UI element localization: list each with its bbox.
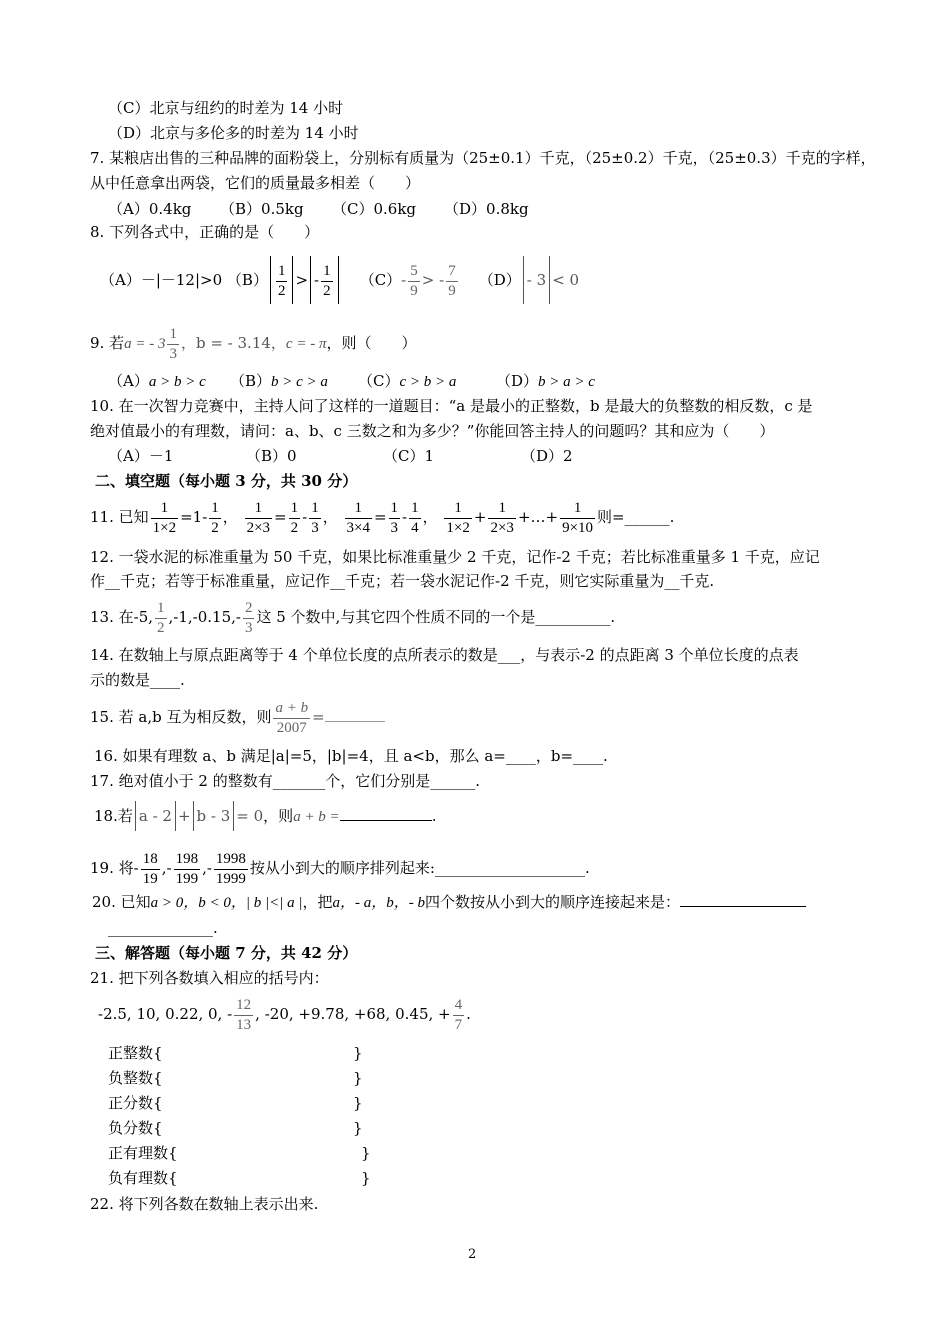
q6-option-d: （D）北京与多伦多的时差为 14 小时 [108,124,359,142]
q21-category-positive-fraction: 正分数{ } [108,1094,363,1112]
q7-option-b: （B）0.5kg [220,200,304,218]
q8-c-frac-right: $\frac{7}{9}$ [448,262,456,299]
q17-stem: 17. 绝对值小于 2 的整数有_______个，它们分别是______. [90,772,480,790]
q10-option-d: （D）2 [521,447,573,465]
q13-stem: 13. 在-5, $\frac{1}{2}$ ,-1,-0.15,- $\frac{2}{3}$ 这 5 个数中,与其它四个性质不同的一个是__________. [90,599,616,636]
q12-stem-line1: 12. 一袋水泥的标准重量为 50 千克，如果比标准重量少 2 千克，记作-2 千克；若比标准重量多 1 千克，应记 [90,548,820,566]
q9-stem: 9. 若a = - 3 $\frac{1}{3}$ ，b = - 3.14，c = - π，则（ ） [90,325,417,362]
q10-stem-line2: 绝对值最小的有理数，请问：a、b、c 三数之和为多少？”你能回答主持人的问题吗？其和应为（ ） [90,422,775,440]
q14-stem-line2: 示的数是____. [90,671,185,689]
q20-answer-blank[interactable] [680,892,806,907]
q7-option-d: （D）0.8kg [444,200,529,218]
q8-options: （A）－|－12|>0 （B） $\frac{1}{2}$ > - $\frac{1}{2}$ （C）- $\frac{5}{9}$ > - $\frac{7}{9}$ （D） - 3 < 0 [100,256,579,304]
q8-option-d-label: （D） [478,271,521,289]
q21-category-negative-rational: 负有理数{ } [108,1169,371,1187]
q21-category-negative-fraction: 负分数{ } [108,1119,363,1137]
section-2-heading: 二、填空题（每小题 3 分，共 30 分） [95,472,358,490]
q8-b-abs-left: $\frac{1}{2}$ [270,256,294,304]
q8-option-c-label: （C） [359,271,402,289]
q12-stem-line2: 作__千克；若等于标准重量，应记作__千克；若一袋水泥记作-2 千克，则它实际重量为__千克. [90,572,715,590]
q9-option-b: （B）b > c > a [230,372,328,390]
q8-d-abs: - 3 [523,256,550,304]
q7-options [108,199,529,219]
q9-option-a: （A）a > b > c [108,372,206,390]
q20-stem-line1: 20. 已知a > 0，b < 0，| b |<| a |，把a，- a，b，- b四个数按从小到大的顺序连接起来是： [92,892,806,913]
q7-option-c: （C）0.6kg [332,200,417,218]
q15-answer-blank[interactable] [325,707,385,722]
q7-option-a: （A）0.4kg [108,200,192,218]
q10-option-a: （A）－1 [108,447,174,465]
q20-stem-line2: ______________. [108,919,218,937]
q18-answer-blank[interactable] [340,806,432,821]
q21-category-positive-rational: 正有理数{ } [108,1144,371,1162]
q8-b-abs-right: - $\frac{1}{2}$ [310,256,339,304]
q14-stem-line1: 14. 在数轴上与原点距离等于 4 个单位长度的点所表示的数是___，与表示-2 的点距离 3 个单位长度的点表 [90,646,799,664]
q21-stem: 21. 把下列各数填入相应的括号内： [90,969,329,987]
q22-stem: 22. 将下列各数在数轴上表示出来. [90,1195,319,1213]
q6-option-c: （C）北京与纽约的时差为 14 小时 [108,99,344,117]
q10-stem-line1: 10. 在一次智力竞赛中，主持人问了这样的一道题目：“a 是最小的正整数，b 是最大的负整数的相反数，c 是 [90,397,813,415]
q21-number-list: -2.5, 10, 0.22, 0, - $\frac{12}{13}$ , -20, +9.78, +68, 0.45, + $\frac{4}{7}$ . [98,996,471,1033]
q7-stem-line2: 从中任意拿出两袋，它们的质量最多相差（ ） [90,174,421,192]
q10-option-b: （B）0 [246,447,297,465]
q9-option-d: （D）b > a > c [496,372,595,390]
q9-option-c: （C）c > b > a [358,372,457,390]
q21-category-negative-integer: 负整数{ } [108,1069,363,1087]
q10-option-c: （C）1 [383,447,435,465]
q8-option-b-label: （B） [226,271,268,289]
q7-stem-line1: 7. 某粮店出售的三种品牌的面粉袋上，分别标有质量为（25±0.1）千克，（25±0.2）千克，（25±0.3）千克的字样， [90,149,876,167]
q10-options [108,446,573,466]
q9-options [108,371,595,392]
page-number: 2 [468,1247,477,1262]
q19-stem: 19. 将- $\frac{18}{19}$ ,- $\frac{198}{199}$ ,- $\frac{1998}{1999}$ 按从小到大的顺序排列起来:____________________. [90,850,590,887]
q11-stem: 11. 已知 $\frac{1}{1\times 2}$ =1- $\frac{1}{2}$ ， $\frac{1}{2\times 3}$ = $\frac{1}{2}$ - $\frac{1}{3}$ ， $\frac{1}{3\times 4}$ = $\frac{1}{3}$ - $\frac{1}{4}$ ， $\frac{1}{1\times 2}$ + $\frac{1}{2\times 3}$ +…+ $\frac{1}{9\times 10}$ 则=______. [90,499,675,536]
q8-stem: 8. 下列各式中，正确的是（ ） [90,223,320,241]
section-3-heading: 三、解答题（每小题 7 分，共 42 分） [95,944,358,962]
q18-stem: 18.若 a - 2 + b - 3 = 0，则a + b = . [94,801,436,832]
q15-stem: 15. 若 a,b 互为相反数，则 $\frac{a + b}{2007}$ = [90,694,385,740]
q8-option-a: （A）－|－12|>0 [100,271,223,289]
q8-c-frac-left: $\frac{5}{9}$ [410,262,418,299]
q21-category-positive-integer: 正整数{ } [108,1044,363,1062]
q16-stem: 16. 如果有理数 a、b 满足|a|=5，|b|=4，且 a<b，那么 a=____，b=____. [94,747,608,765]
q9-mixed-fraction: $\frac{1}{3}$ [169,325,177,362]
